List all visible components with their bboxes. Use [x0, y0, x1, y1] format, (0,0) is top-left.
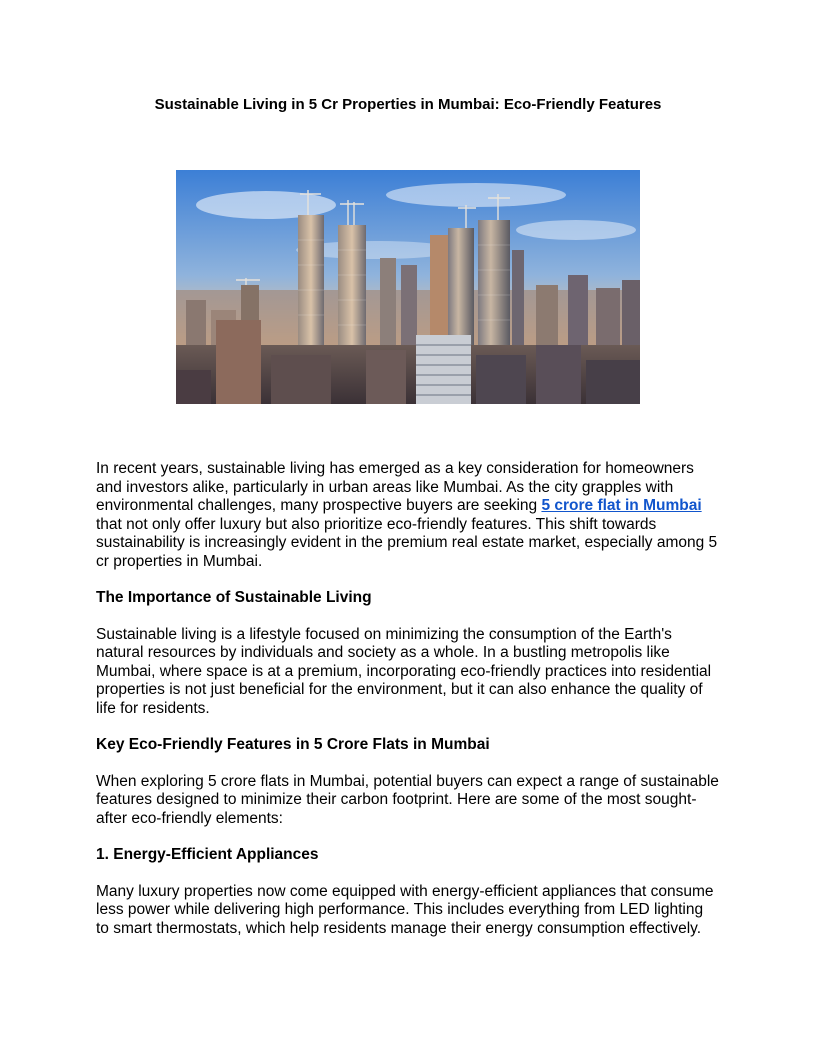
article-body: [96, 460, 720, 956]
paragraph-key-features: When exploring 5 crore flats in Mumbai, potential buyers can expect a range of sustainable features designed to minimize their carbon footprint. Here are some of the most sought-after eco-friendly elements:: [96, 772, 719, 827]
paragraph-energy-efficient: Many luxury properties now come equipped with energy-efficient appliances that consume less power while delivering high performance. This includes everything from LED lighting to smart thermostats, which help residents manage their energy consumption effectively.: [96, 882, 714, 937]
heading-key-features: Key Eco-Friendly Features in 5 Crore Flats in Mumbai: [96, 736, 490, 753]
paragraph-importance: Sustainable living is a lifestyle focused on minimizing the consumption of the Earth's natural resources by individuals and society as a whole. In a bustling metropolis like Mumbai, where space is at a premium, incorporating eco-friendly practices into residential properties is not just beneficial for the environment, but it can also enhance the quality of life for residents.: [96, 625, 712, 717]
heading-importance: The Importance of Sustainable Living: [96, 589, 372, 606]
intro-paragraph: [96, 460, 720, 571]
crore-flat-link[interactable]: 5 crore flat in Mumbai: [541, 497, 702, 514]
intro-text-after: that not only offer luxury but also prioritize eco-friendly features. This shift towards sustainability is increasingly evident in the premium real estate market, especially among 5 cr properties in Mumbai.: [96, 515, 718, 570]
mumbai-skyline-photo: [176, 170, 640, 404]
heading-energy-efficient: 1. Energy-Efficient Appliances: [96, 846, 319, 863]
document-title: Sustainable Living in 5 Cr Properties in Mumbai: Eco-Friendly Features: [154, 96, 662, 113]
intro-text-before: In recent years, sustainable living has emerged as a key consideration for homeowners and investors alike, particularly in urban areas like Mumbai. As the city grapples with environmental challenges, many prospective buyers are seeking: [96, 460, 694, 514]
